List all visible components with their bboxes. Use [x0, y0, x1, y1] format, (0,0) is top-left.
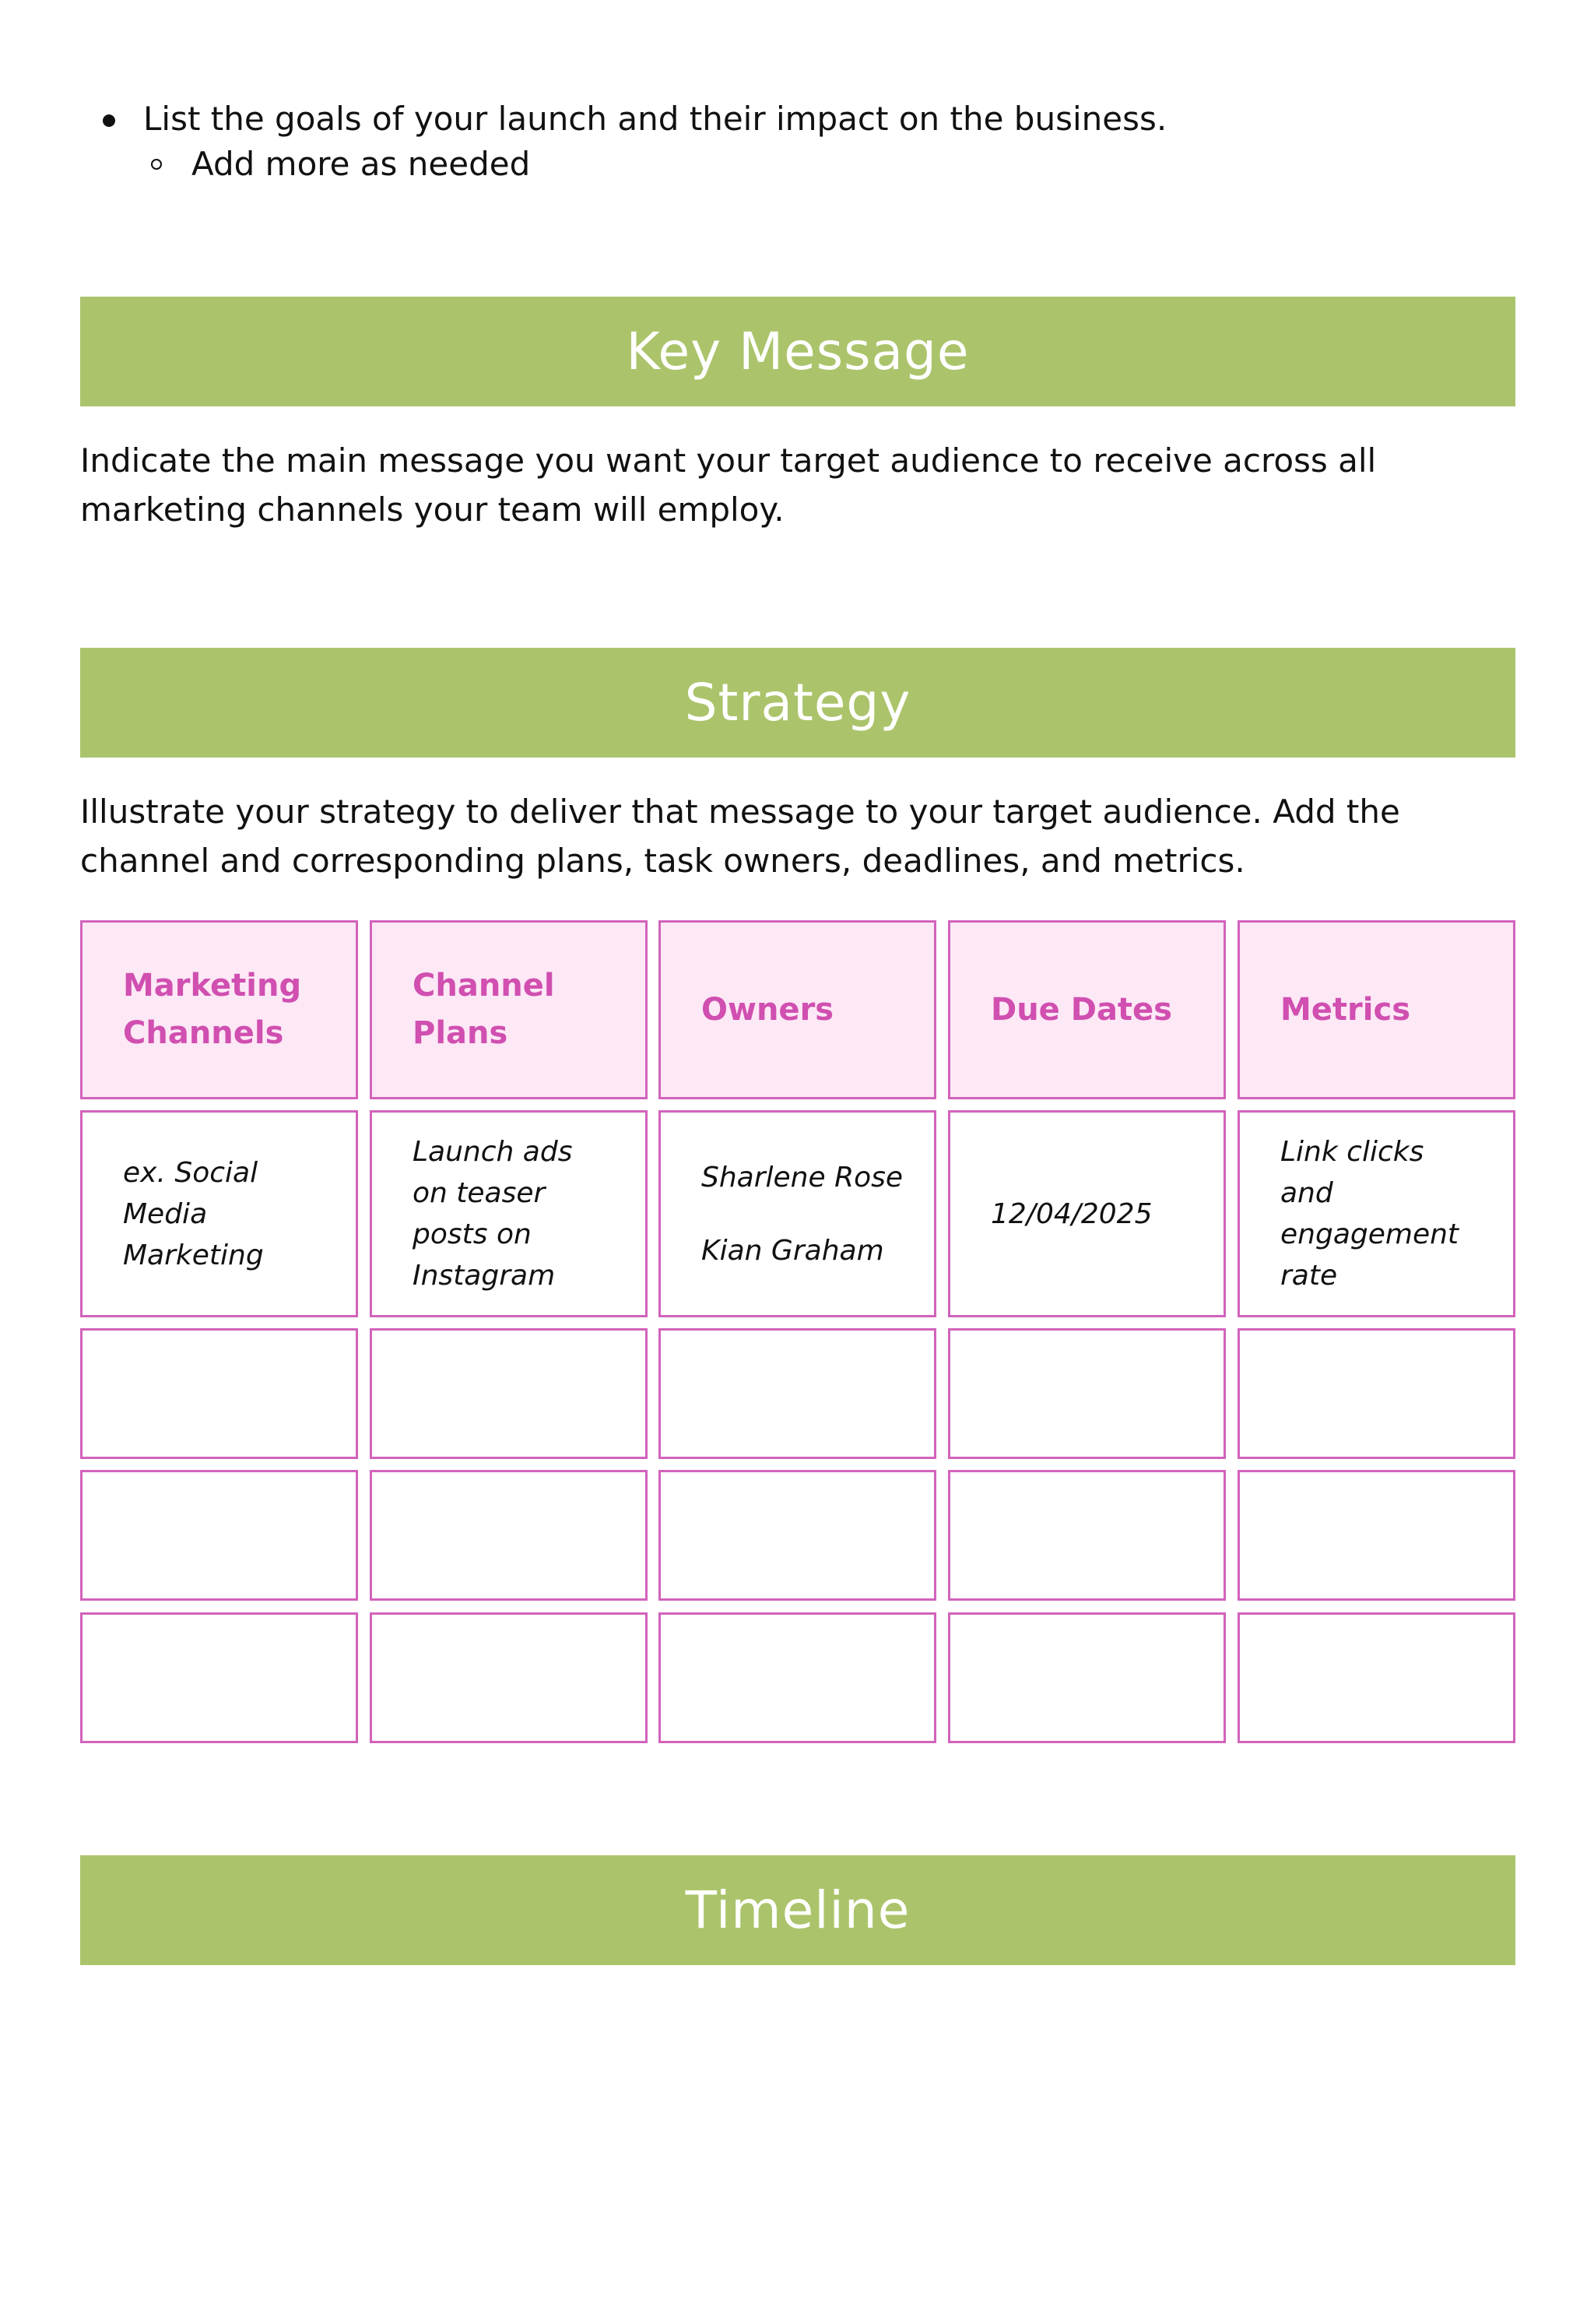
empty-table-cell[interactable]	[370, 1612, 648, 1743]
example-due-date: 12/04/2025	[991, 1197, 1153, 1230]
timeline-heading: Timeline	[80, 1855, 1515, 1965]
empty-table-cell[interactable]	[80, 1470, 358, 1601]
header-metrics: Metrics	[1280, 991, 1411, 1028]
bullet-circle-icon	[151, 159, 162, 170]
key-message-text: Indicate the main message you want your target audience to receive across all marketing channels your team will employ.	[80, 441, 1377, 529]
header-owners: Owners	[701, 991, 834, 1028]
empty-table-cell[interactable]	[80, 1328, 358, 1459]
example-channel: ex. Social Media Marketing	[123, 1156, 264, 1271]
table-cell	[658, 1110, 936, 1317]
empty-table-cell[interactable]	[1238, 1470, 1515, 1601]
table-cell	[1238, 1110, 1515, 1317]
goals-bullet-text: List the goals of your launch and their impact on the business.	[143, 100, 1167, 138]
empty-table-cell[interactable]	[948, 1612, 1226, 1743]
empty-table-cell[interactable]	[370, 1328, 648, 1459]
example-owners: Sharlene Rose Kian Graham	[701, 1161, 904, 1267]
empty-table-cell[interactable]	[948, 1470, 1226, 1601]
empty-table-cell[interactable]	[1238, 1612, 1515, 1743]
table-header-cell	[370, 920, 648, 1099]
table-cell	[80, 1110, 358, 1317]
table-cell	[948, 1110, 1226, 1317]
example-metrics: Link clicks and engagement rate	[1280, 1136, 1459, 1292]
goals-sub-bullet-text: Add more as needed	[191, 145, 531, 183]
table-header-cell	[948, 920, 1226, 1099]
table-header-cell	[1238, 920, 1515, 1099]
empty-table-cell[interactable]	[80, 1612, 358, 1743]
table-header-cell	[80, 920, 358, 1099]
header-channel-plans: Channel Plans	[413, 968, 555, 1051]
empty-table-cell[interactable]	[1238, 1328, 1515, 1459]
key-message-heading: Key Message	[80, 297, 1515, 406]
example-plan: Launch ads on teaser posts on Instagram	[413, 1136, 573, 1292]
header-due-dates: Due Dates	[991, 991, 1172, 1028]
empty-table-cell[interactable]	[658, 1470, 936, 1601]
empty-table-cell[interactable]	[370, 1470, 648, 1601]
empty-table-cell[interactable]	[658, 1612, 936, 1743]
table-header-cell	[658, 920, 936, 1099]
bullet-dot-icon	[103, 114, 115, 127]
empty-table-cell[interactable]	[948, 1328, 1226, 1459]
header-marketing-channels: Marketing Channels	[123, 968, 302, 1051]
strategy-text: Illustrate your strategy to deliver that message to your target audience. Add the channel and corresponding plans, task owners, deadlines, and metrics.	[80, 793, 1400, 880]
strategy-heading: Strategy	[80, 648, 1515, 758]
table-cell	[370, 1110, 648, 1317]
empty-table-cell[interactable]	[658, 1328, 936, 1459]
